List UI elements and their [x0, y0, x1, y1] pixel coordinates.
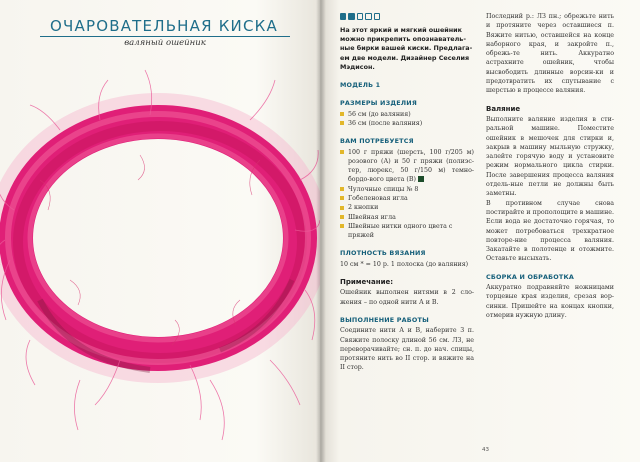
- assembly-heading: СБОРКА И ОБРАБОТКА: [486, 272, 575, 281]
- page-subtitle: валяный ошейник: [124, 38, 206, 48]
- material-item: Швейные нитки одного цвета с пряжей: [340, 222, 474, 241]
- assembly-text: Аккуратно подравняйте ножницами торцевые края изделия, срезая вор-синки. Пришейте на концах кнопки, отмерив нужную длину.: [486, 284, 614, 319]
- book-gutter: [316, 0, 326, 462]
- material-item: 100 г пряжи (шерсть, 100 г/205 м) розового (А) и 50 г пряжи (полиэс-тер, люрекс, 50 г/150 м) темно-бордо-вого цвета (В): [340, 148, 474, 185]
- material-item: Чулочные спицы № 8: [340, 185, 474, 194]
- bullet-icon: [340, 206, 344, 210]
- bullet-icon: [340, 215, 344, 219]
- title-rule: [40, 36, 290, 37]
- work-text: Соедините нити А и В, наберите 3 п. Свяжите полоску длиной 56 см. ЛЗ, не переворачивайте; сн. п. до нач. спицы, протяните нить во II стор. и вяжите на II стор.: [340, 327, 474, 372]
- column-2: [486, 12, 614, 320]
- felting-heading: Валяние: [486, 104, 521, 113]
- size-item: 36 см (после валяния): [340, 119, 474, 128]
- bullet-icon: [340, 121, 344, 125]
- material-item: Гобеленовая игла: [340, 194, 474, 203]
- gauge-heading: ПЛОТНОСТЬ ВЯЗАНИЯ: [340, 249, 426, 258]
- felting-text-2: В противном случае снова постирайте и прополощите в машине. Если вода не достаточно горячая, то может потребоваться трехкратное повторе-ние процесса валяния. Закатайте в полотенце и отожмите. Оставьте высыхать.: [486, 199, 614, 263]
- material-item: 2 кнопки: [340, 203, 474, 212]
- column-1: [340, 12, 474, 373]
- bullet-icon: [340, 196, 344, 200]
- felting-text-1: Выполните валяние изделия в сти-ральной машине. Поместите ошейник в мешочек для стирки и, закрыв в машину мыльную стружку, залейте горячую воду и установите режим нормального цикла стирки. После завершения процесса валяния отдель-ные петли не должны быть заметны.: [486, 115, 614, 198]
- last-row-text: Последний р.: ЛЗ пн.; обрежьте нить и протяните через оставшиеся п. Вяжите нитью, оставшейся на конце наборного края, и закройте п., обрежь-те нить. Аккуратно астрахните ошейник, чтобы высвободить длинные ворсин-ки и предотвратить их спутывание с шерстью в процессе валяния.: [486, 13, 614, 95]
- page-number: 43: [482, 447, 489, 453]
- page-title: ОЧАРОВАТЕЛЬНАЯ КИСКА: [50, 17, 278, 35]
- bullet-icon: [340, 187, 344, 191]
- gauge-text: 10 см * = 10 р. 1 полоска (до валяния): [340, 260, 469, 268]
- yarn-icon: [418, 176, 424, 182]
- materials-heading: ВАМ ПОТРЕБУЕТСЯ: [340, 137, 414, 146]
- note-heading: Примечание:: [340, 278, 394, 287]
- bullet-icon: [340, 224, 344, 228]
- model-heading: МОДЕЛЬ 1: [340, 81, 381, 90]
- bullet-icon: [340, 150, 344, 154]
- size-item: 56 см (до валяния): [340, 110, 474, 119]
- work-heading: ВЫПОЛНЕНИЕ РАБОТЫ: [340, 315, 429, 324]
- material-item: Швейная игла: [340, 213, 474, 222]
- note-text: Ошейник выполнен нитями в 2 сло-жения – по одной нити А и В.: [340, 289, 474, 306]
- sizes-heading: РАЗМЕРЫ ИЗДЕЛИЯ: [340, 99, 417, 108]
- bullet-icon: [340, 112, 344, 116]
- intro-text: На этот яркий и мягкий ошейник можно прикрепить опознаватель-ные бирки вашей киски. Предлага-ем две модели. Дизайнер Сеселия Мэдисон.: [340, 26, 473, 71]
- collar-photo: [0, 60, 320, 460]
